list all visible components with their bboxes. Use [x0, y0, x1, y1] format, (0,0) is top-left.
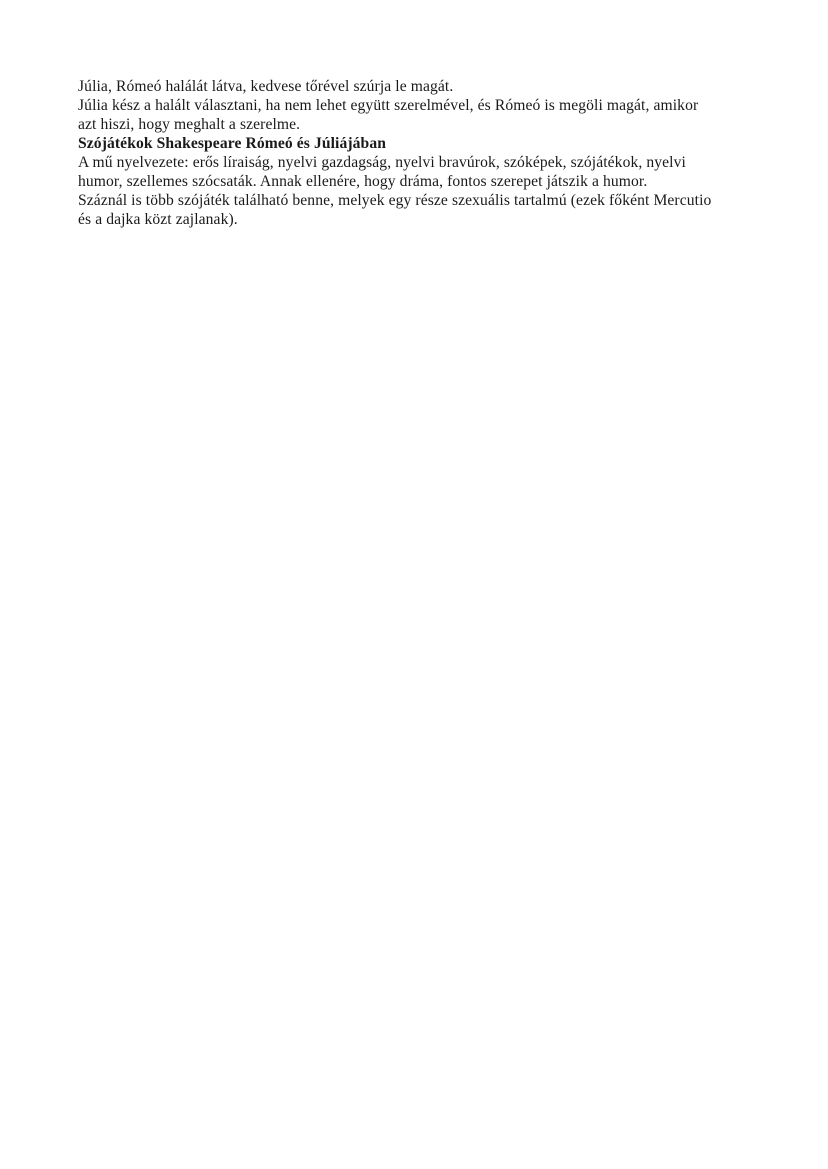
section-heading: Szójátékok Shakespeare Rómeó és Júliájában: [78, 135, 387, 152]
text-line: azt hiszi, hogy meghalt a szerelme.: [78, 116, 301, 133]
text-line: Júlia, Rómeó halálát látva, kedvese tőrével szúrja le magát.: [78, 78, 454, 95]
text-line: Júlia kész a halált választani, ha nem lehet együtt szerelmével, és Rómeó is megöli magát, amikor: [78, 97, 699, 114]
text-line: és a dajka közt zajlanak).: [78, 211, 238, 228]
text-line: humor, szellemes szócsaták. Annak ellenére, hogy dráma, fontos szerepet játszik a humor.: [78, 173, 648, 190]
text-line: A mű nyelvezete: erős líraiság, nyelvi gazdagság, nyelvi bravúrok, szóképek, szójátékok, nyelvi: [78, 154, 686, 171]
document-text-block: [78, 77, 768, 229]
text-line: Száznál is több szójáték található benne, melyek egy része szexuális tartalmú (ezek főként Mercutio: [78, 192, 712, 209]
